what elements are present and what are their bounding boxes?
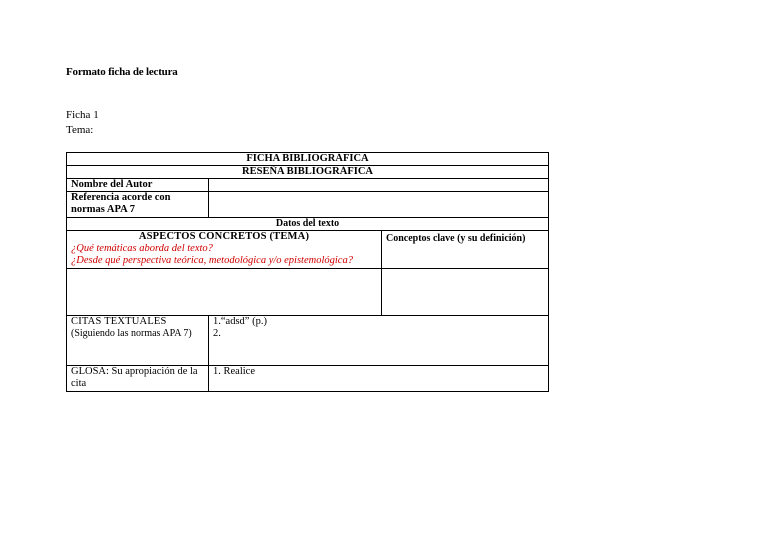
document-title: Formato ficha de lectura [66, 66, 178, 78]
glosa-content-cell[interactable] [209, 366, 549, 392]
citas-sublabel: (Siguiendo las normas APA 7) [71, 328, 192, 339]
citas-label: CITAS TEXTUALES [71, 316, 167, 327]
glosa-item-1: 1. Realice [213, 366, 255, 377]
referencia-value-cell[interactable] [209, 192, 549, 218]
reading-card-table [66, 152, 549, 392]
aspectos-question-2: ¿Desde qué perspectiva teórica, metodológica y/o epistemológica? [71, 255, 353, 266]
datos-del-texto-header: Datos del texto [67, 218, 549, 231]
autor-value-cell[interactable] [209, 179, 549, 192]
aspectos-title: ASPECTOS CONCRETOS (TEMA) [138, 231, 310, 242]
referencia-label: Referencia acorde con normas APA 7 [67, 192, 209, 218]
autor-label: Nombre del Autor [67, 179, 209, 192]
citas-content-cell[interactable] [209, 316, 549, 366]
aspectos-question-1: ¿Qué temáticas aborda del texto? [71, 243, 213, 254]
header-ficha-bibliografica: FICHA BIBLIOGRÁFICA [67, 153, 549, 166]
header-resena-bibliografica: RESEÑA BIBLIOGRÁFICA [67, 166, 549, 179]
citas-label-cell [67, 316, 209, 366]
aspectos-concretos-cell [67, 231, 382, 269]
tema-label: Tema: [66, 124, 94, 136]
conceptos-answer-cell[interactable] [382, 269, 549, 316]
citas-item-2: 2. [213, 328, 221, 339]
aspectos-answer-cell[interactable] [67, 269, 382, 316]
conceptos-clave-header: Conceptos clave (y su definición) [382, 231, 549, 269]
ficha-number: Ficha 1 [66, 109, 99, 121]
citas-item-1: 1.“adsd” (p.) [213, 316, 267, 327]
glosa-label: GLOSA: Su apropiación de la cita [67, 366, 209, 392]
